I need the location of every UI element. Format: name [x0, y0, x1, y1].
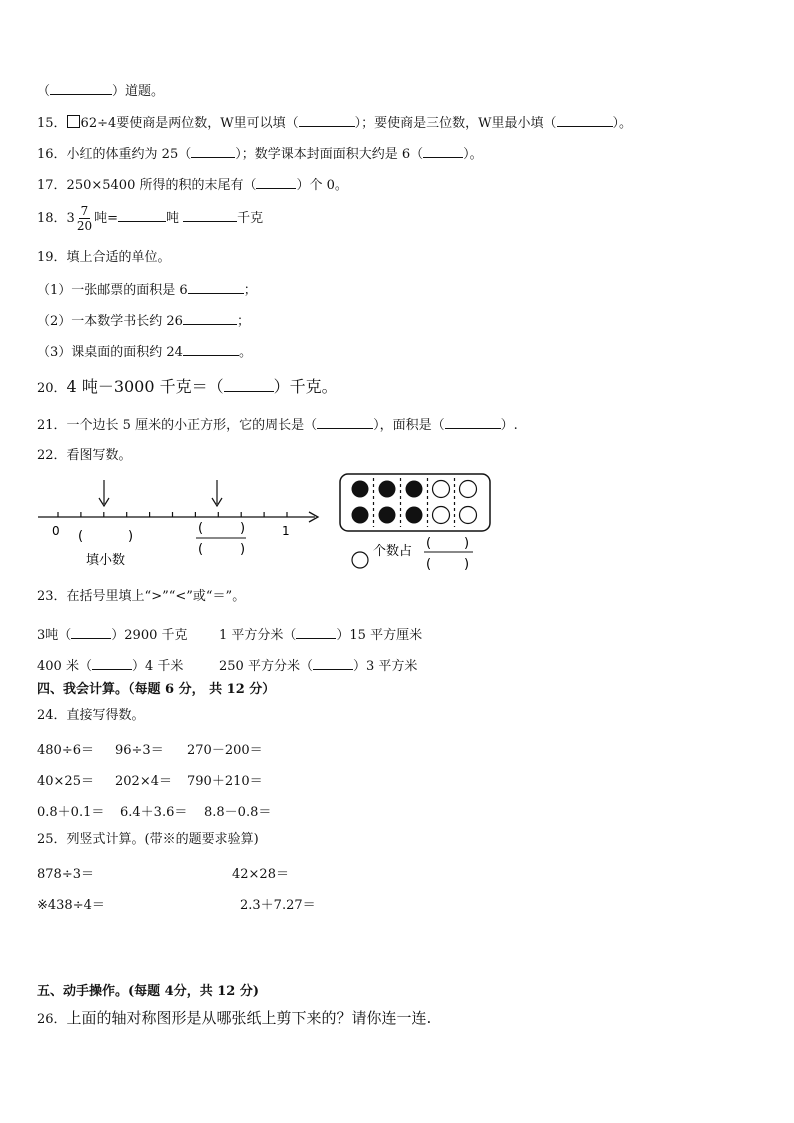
empty-dot — [433, 481, 450, 498]
paren-close: ) — [240, 521, 246, 536]
filled-dot — [352, 481, 369, 498]
answer-blank[interactable] — [445, 416, 501, 429]
answer-blank[interactable] — [296, 626, 336, 639]
empty-circle-icon — [352, 552, 368, 568]
dot-grid — [352, 481, 477, 524]
vertical-calc-item: ※438÷4＝ — [37, 898, 105, 913]
question-19-item: （3）课桌面的面积约 24 。 — [37, 345, 252, 360]
answer-blank[interactable] — [71, 626, 111, 639]
square-box-icon — [67, 115, 80, 128]
answer-blank[interactable] — [92, 657, 132, 670]
paren-open: ( — [198, 542, 204, 557]
answer-blank[interactable] — [50, 82, 112, 95]
answer-blank[interactable] — [313, 657, 353, 670]
compare-item: 250 平方分米（ ）3 平方米 — [219, 659, 418, 674]
dot-box-figure — [336, 472, 496, 576]
fill-decimal-label: 填小数 — [86, 553, 126, 568]
calc-item: 270－200＝ — [187, 743, 263, 758]
answer-blank[interactable] — [183, 209, 237, 222]
tick-marks — [58, 512, 287, 517]
paren-close: ) — [240, 542, 246, 557]
question-23-title: 23．在括号里填上“>”“<”或“＝”。 — [37, 589, 246, 604]
filled-dot — [379, 507, 396, 524]
vertical-calc-item: 878÷3＝ — [37, 867, 94, 882]
question-22-title: 22．看图写数。 — [37, 448, 132, 463]
paren-close: ) — [128, 529, 134, 544]
empty-dot — [460, 507, 477, 524]
question-21: 21．一个边长 5 厘米的小正方形，它的周长是（ ），面积是（ ）. — [37, 418, 518, 433]
answer-blank[interactable] — [188, 281, 244, 294]
number-line-figure — [30, 472, 330, 572]
question-17: 17．250×5400 所得的积的末尾有（ ）个 0。 — [37, 178, 348, 193]
calc-item: 480÷6＝ — [37, 743, 94, 758]
calc-item: 790＋210＝ — [187, 774, 263, 789]
calc-item: 202×4＝ — [115, 774, 172, 789]
compare-item: 400 米（ ）4 千米 — [37, 659, 184, 674]
filled-dot — [352, 507, 369, 524]
empty-dot — [433, 507, 450, 524]
paren-open: ( — [426, 536, 432, 551]
paren-close: ) — [464, 536, 470, 551]
section-4-title: 四、我会计算。（每题 6 分， 共 12 分） — [37, 682, 276, 697]
answer-blank[interactable] — [256, 176, 296, 189]
paren-open: ( — [426, 557, 432, 572]
paren-open: ( — [78, 529, 84, 544]
question-19-title: 19．填上合适的单位。 — [37, 250, 171, 265]
answer-blank[interactable] — [118, 209, 166, 222]
question-20: 20．4 吨－3000 千克＝（ ）千克。 — [37, 377, 338, 396]
filled-dot — [406, 507, 423, 524]
answer-blank[interactable] — [183, 312, 237, 325]
paren-open: ( — [198, 521, 204, 536]
question-24-title: 24．直接写得数。 — [37, 708, 145, 723]
answer-blank[interactable] — [423, 145, 463, 158]
compare-item: 1 平方分米（ ）15 平方厘米 — [219, 628, 423, 643]
paren-close: ) — [464, 557, 470, 572]
mixed-fraction: $\frac{7}{20}$ — [76, 204, 93, 233]
zero-label: 0 — [52, 524, 60, 538]
section-5-title: 五、动手操作。(每题 4分，共 12 分) — [37, 984, 260, 999]
vertical-calc-item: 42×28＝ — [232, 867, 289, 882]
calc-item: 0.8＋0.1＝ — [37, 805, 105, 820]
answer-blank[interactable] — [183, 343, 239, 356]
question-19-item: （2）一本数学书长约 26 ； — [37, 314, 250, 329]
filled-dot — [379, 481, 396, 498]
question-18: 18．3 $\frac{7}{20}$ 吨= 吨 千克 — [37, 204, 264, 233]
compare-item: 3吨（ ）2900 千克 — [37, 628, 188, 643]
calc-item: 96÷3＝ — [115, 743, 164, 758]
answer-blank[interactable] — [557, 114, 613, 127]
question-25-title: 25．列竖式计算。(带※的题要求验算) — [37, 832, 259, 847]
filled-dot — [406, 481, 423, 498]
question-15: 15． 62÷4要使商是两位数，W里可以填（ ）；要使商是三位数，W里最小填（ ）。 — [37, 116, 633, 131]
empty-dot — [460, 481, 477, 498]
vertical-calc-item: 2.3＋7.27＝ — [240, 898, 316, 913]
question-16: 16．小红的体重约为 25（ ）；数学课本封面面积大约是 6（ ）。 — [37, 147, 483, 162]
calc-item: 40×25＝ — [37, 774, 94, 789]
answer-blank[interactable] — [224, 379, 274, 392]
question-26: 26．上面的轴对称图形是从哪张纸上剪下来的？请你连一连. — [37, 1009, 432, 1027]
calc-item: 8.8－0.8＝ — [204, 805, 272, 820]
box-caption: 个数占 — [373, 544, 413, 559]
question-19-item: （1）一张邮票的面积是 6 ； — [37, 283, 257, 298]
answer-blank[interactable] — [299, 114, 355, 127]
q14-tail: （ ）道题。 — [37, 84, 165, 99]
one-label: 1 — [282, 524, 290, 538]
calc-item: 6.4＋3.6＝ — [120, 805, 188, 820]
answer-blank[interactable] — [317, 416, 373, 429]
answer-blank[interactable] — [191, 145, 235, 158]
